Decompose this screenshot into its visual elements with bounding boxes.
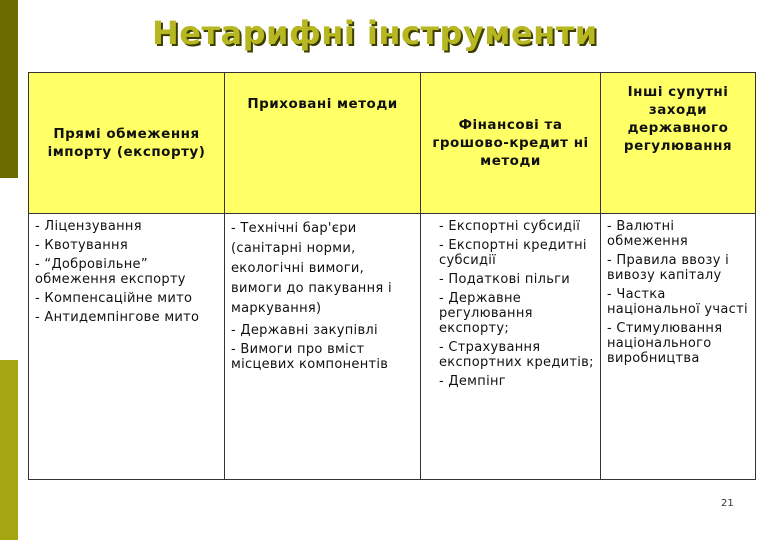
sidebar-block-white [0,178,18,360]
table-body-row [29,214,756,480]
list-item: - “Добровільне” обмеження експорту [35,257,186,287]
list-item: - Компенсаційне мито [35,291,193,306]
column-financial-methods [421,214,601,480]
column-hidden-methods [225,214,421,480]
list-item: - Частка національної участі [607,287,748,317]
slide-title: Нетарифні інструменти [152,14,598,52]
list-item: - Демпінг [439,374,506,389]
column-other-measures [601,214,756,480]
list-item: - Квотування [35,238,128,253]
list-item: - Вимоги про вміст місцевих компонентів [231,342,389,372]
header-hidden-methods: Приховані методи [225,73,421,214]
list-item: - Експортні субсидії [439,219,581,234]
list-item: - Стимулювання національного виробництва [607,321,723,366]
table-header-row [29,73,756,214]
list-item: - Правила ввозу і вивозу капіталу [607,253,730,283]
list-item: - Антидемпінгове мито [35,310,200,325]
header-financial-methods: Фінансові та грошово-кредит ні методи [421,73,601,214]
instruments-table [28,72,756,480]
list-item: - Податкові пільги [439,272,571,287]
header-direct-restrictions: Прямі обмеження імпорту (експорту) [29,73,225,214]
list-item: - Експортні кредитні субсидії [439,238,587,268]
sidebar-block-light [0,360,18,540]
list-item: - Страхування експортних кредитів; [439,340,594,370]
list-item: - Валютні обмеження [607,219,689,249]
list-item: - Ліцензування [35,219,142,234]
header-other-measures: Інші супутні заходи державного регулювання [601,73,756,214]
sidebar-block-dark [0,0,18,178]
list-item: - Державні закупівлі [231,323,378,338]
left-sidebar-decoration [0,0,18,540]
column-direct-restrictions [29,214,225,480]
page-number: 21 [721,498,734,509]
list-item: - Державне регулювання експорту; [439,291,533,336]
list-item: - Технічні бар'єри (санітарні норми, екологічні вимоги, вимоги до пакування і маркування) [231,221,392,316]
